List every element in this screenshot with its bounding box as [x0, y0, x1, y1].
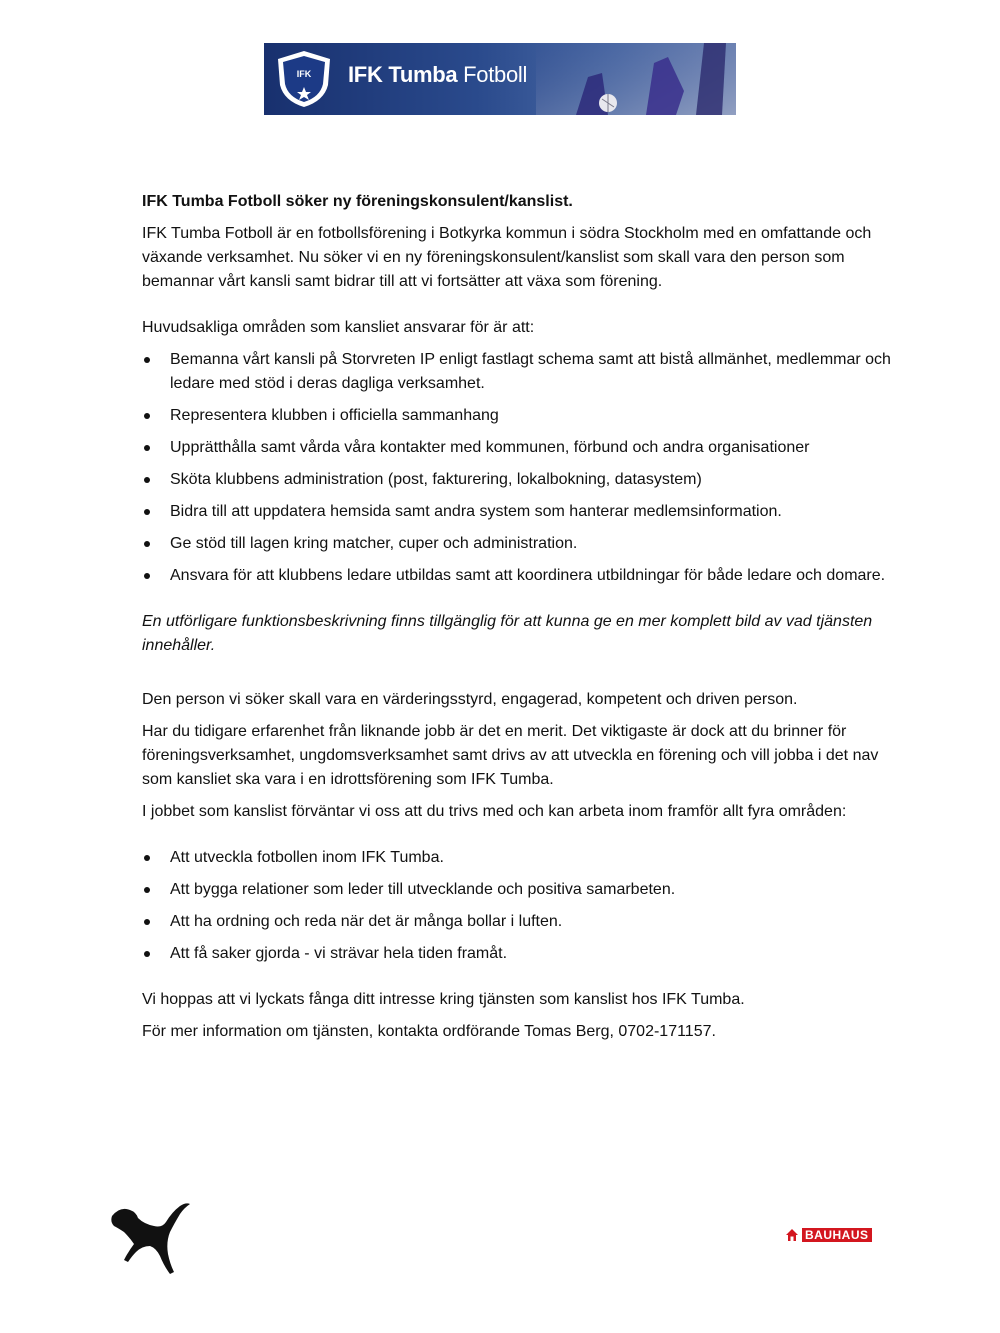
list-item	[142, 846, 902, 870]
areas-heading: Huvudsakliga områden som kansliet ansvarar för är att:	[142, 319, 535, 336]
closing-paragraph: Vi hoppas att vi lyckats fånga ditt intresse kring tjänsten som kanslist hos IFK Tumba.	[142, 991, 745, 1008]
list-item	[142, 532, 902, 556]
list-item	[142, 500, 902, 524]
club-crest-icon	[274, 49, 334, 109]
list-item	[142, 564, 902, 588]
intro-paragraph: IFK Tumba Fotboll är en fotbollsförening i Botkyrka kommun i södra Stockholm med en omfattande och växande verksamhet. Nu söker vi en ny föreningskonsulent/kanslist som skall vara den person som bemannar vårt kansli samt bidrar till att vi fortsätter att växa som förening.	[142, 225, 872, 290]
document-body	[142, 190, 902, 1052]
puma-logo-icon	[110, 1202, 192, 1276]
bullet-icon	[144, 919, 150, 925]
bullet-icon	[144, 413, 150, 419]
brand-title	[348, 62, 527, 88]
list-item-text: Att bygga relationer som leder till utvecklande och positiva samarbeten.	[170, 881, 676, 898]
person-paragraph: Den person vi söker skall vara en värderingsstyrd, engagerad, kompetent och driven person.	[142, 691, 798, 708]
bullet-icon	[144, 445, 150, 451]
bullet-icon	[144, 951, 150, 957]
bullet-icon	[144, 573, 150, 579]
bullet-icon	[144, 357, 150, 363]
bullet-icon	[144, 509, 150, 515]
list-item-text: Att utveckla fotbollen inom IFK Tumba.	[170, 849, 444, 866]
bauhaus-logo	[784, 1226, 896, 1244]
document-title: IFK Tumba Fotboll söker ny föreningskonsulent/kanslist.	[142, 193, 573, 210]
bullet-icon	[144, 887, 150, 893]
list-item	[142, 910, 902, 934]
list-item-text: Bidra till att uppdatera hemsida samt andra system som hanterar medlemsinformation.	[170, 503, 782, 520]
contact-paragraph: För mer information om tjänsten, kontakta ordförande Tomas Berg, 0702-171157.	[142, 1023, 716, 1040]
house-icon	[784, 1227, 800, 1243]
list-item	[142, 404, 902, 428]
experience-paragraph: Har du tidigare erfarenhet från liknande jobb är det en merit. Det viktigaste är dock att du brinner för föreningsverksamhet, ungdomsverksamhet samt drivs av att utveckla en förening och vill jobba i det nav som kansliet ska vara i en idrottsförening som IFK Tumba.	[142, 723, 879, 788]
areas-list	[142, 348, 902, 588]
list-item-text: Att ha ordning och reda när det är många bollar i luften.	[170, 913, 563, 930]
svg-text:IFK: IFK	[296, 69, 312, 79]
focus-list	[142, 846, 902, 966]
brand-light: Fotboll	[457, 62, 528, 87]
list-item-text: Upprätthålla samt vårda våra kontakter med kommunen, förbund och andra organisationer	[170, 439, 810, 456]
bullet-icon	[144, 477, 150, 483]
expectation-paragraph: I jobbet som kanslist förväntar vi oss att du trivs med och kan arbeta inom framför allt fyra områden:	[142, 803, 847, 820]
bauhaus-wordmark: BAUHAUS	[802, 1228, 872, 1242]
list-item	[142, 468, 902, 492]
list-item-text: Bemanna vårt kansli på Storvreten IP enligt fastlagt schema samt att bistå allmänhet, medlemmar och ledare med stöd i deras dagliga verksamhet.	[170, 351, 891, 392]
list-item	[142, 436, 902, 460]
bullet-icon	[144, 541, 150, 547]
football-players-photo	[536, 43, 736, 115]
list-item-text: Sköta klubbens administration (post, fakturering, lokalbokning, datasystem)	[170, 471, 702, 488]
list-item-text: Ansvara för att klubbens ledare utbildas samt att koordinera utbildningar för både ledare och domare.	[170, 567, 886, 584]
list-item-text: Ge stöd till lagen kring matcher, cuper och administration.	[170, 535, 578, 552]
list-item	[142, 878, 902, 902]
function-description-note: En utförligare funktionsbeskrivning finns tillgänglig för att kunna ge en mer komplett bild av vad tjänsten innehåller.	[142, 613, 873, 654]
list-item	[142, 942, 902, 966]
list-item-text: Representera klubben i officiella sammanhang	[170, 407, 499, 424]
bullet-icon	[144, 855, 150, 861]
brand-bold: IFK Tumba	[348, 62, 458, 87]
list-item-text: Att få saker gjorda - vi strävar hela tiden framåt.	[170, 945, 508, 962]
list-item	[142, 348, 902, 396]
header-banner	[264, 43, 736, 115]
